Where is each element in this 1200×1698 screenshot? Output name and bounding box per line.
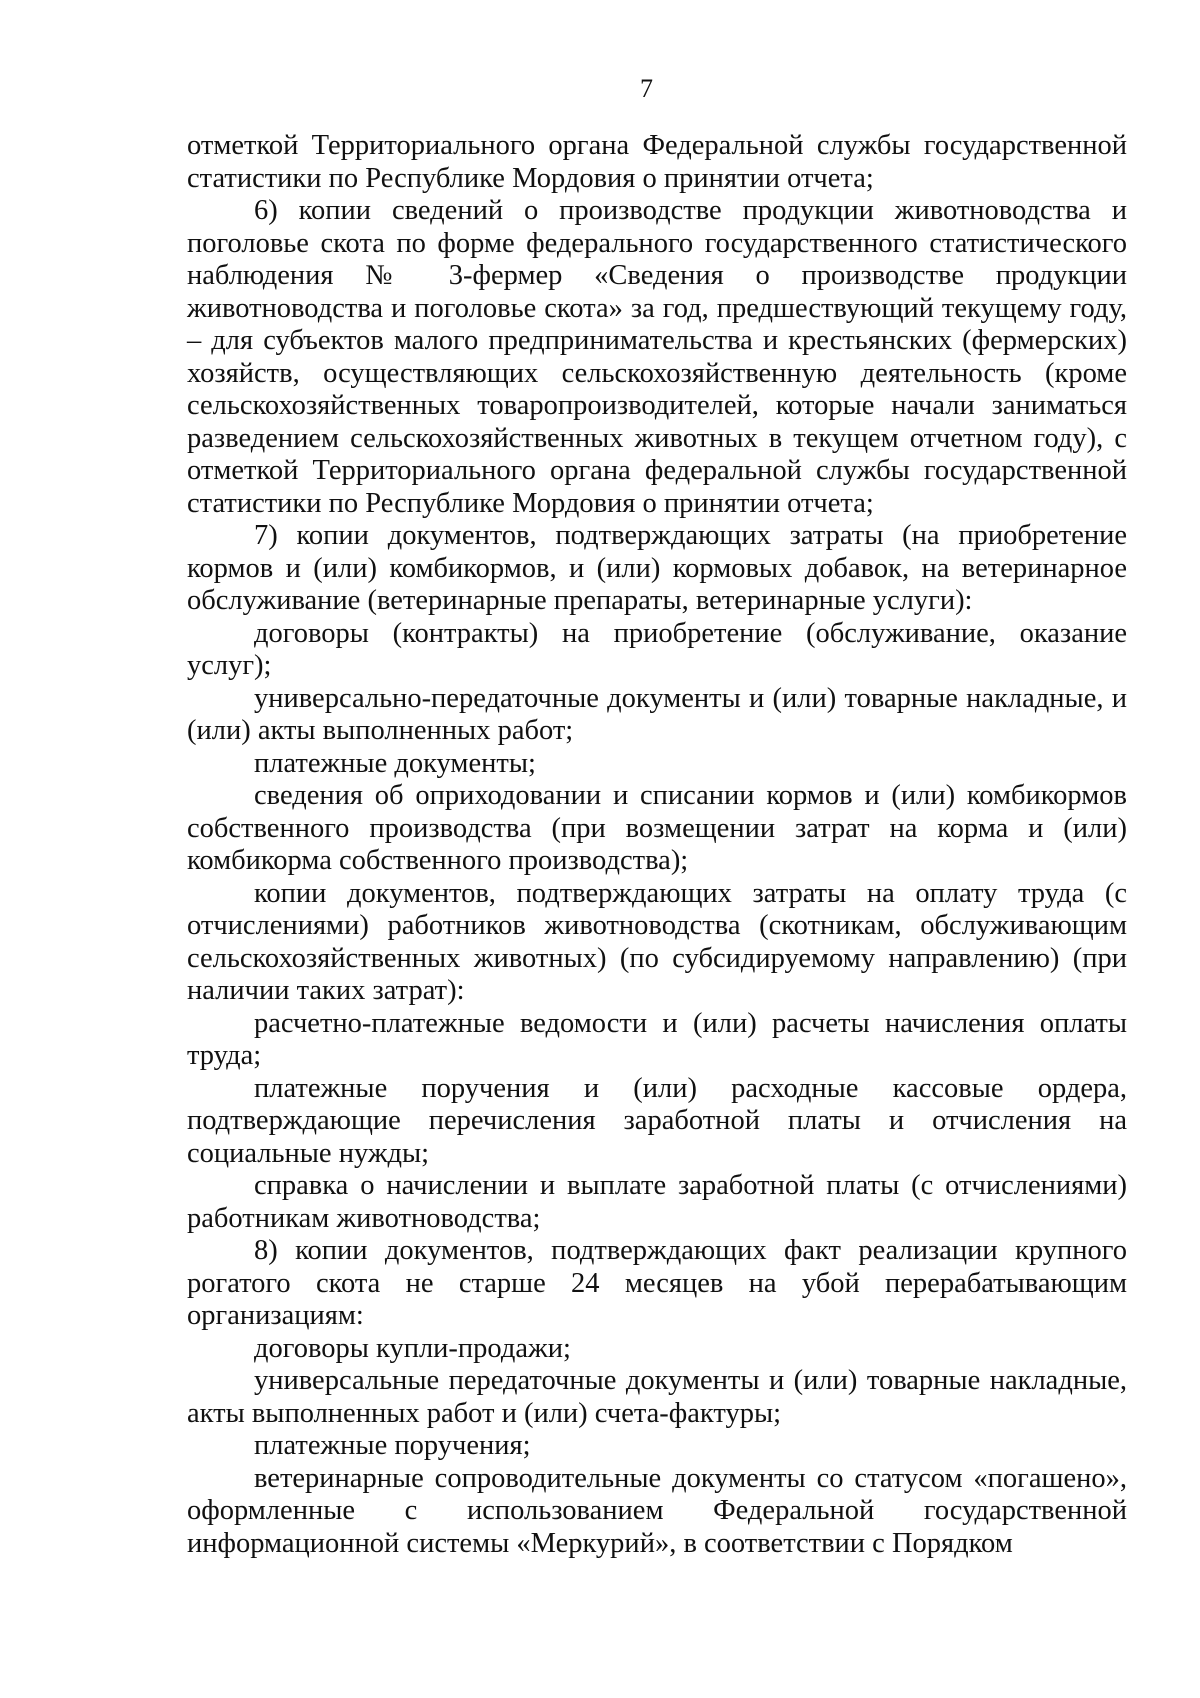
document-body [187,130,1127,1560]
paragraph-continuation: отметкой Территориального органа Федеральной службы государственной статистики по Республике Мордовия о принятии отчета; [187,130,1127,194]
paragraph-labor-costs: копии документов, подтверждающих затраты на оплату труда (с отчислениями) работников животноводства (скотникам, обслуживающим сельскохозяйственных животных) (по субсидируемому направлению) (при наличии таких затрат): [187,877,1127,1006]
paragraph-payment-orders-2: платежные поручения; [254,1430,531,1461]
paragraph-sale-contracts: договоры купли-продажи; [254,1332,571,1364]
paragraph-transfer-documents: универсально-передаточные документы и (или) товарные накладные, и (или) акты выполненных работ; [187,682,1127,746]
paragraph-veterinary-documents: ветеринарные сопроводительные документы со статусом «погашено», оформленные с использованием Федеральной государственной информационной системы «Меркурий», в соответствии с Порядком [187,1462,1127,1559]
paragraph-payroll-statements: расчетно-платежные ведомости и (или) расчеты начисления оплаты труда; [187,1007,1127,1071]
paragraph-universal-documents: универсальные передаточные документы и (или) товарные накладные, акты выполненных работ и (или) счета-фактуры; [187,1365,1127,1429]
paragraph-contracts: договоры (контракты) на приобретение (обслуживание, оказание услуг); [187,617,1127,681]
paragraph-payment-documents: платежные документы; [254,747,536,779]
page-number: 7 [640,74,653,103]
paragraph-item-7: 7) копии документов, подтверждающих затраты (на приобретение кормов и (или) комбикормов, и (или) кормовых добавок, на ветеринарное обслуживание (ветеринарные препараты, ветеринарные услуги): [187,520,1127,616]
paragraph-payment-orders: платежные поручения и (или) расходные кассовые ордера, подтверждающие перечисления заработной платы и отчисления на социальные нужды; [187,1072,1127,1169]
paragraph-item-8: 8) копии документов, подтверждающих факт реализации крупного рогатого скота не старше 24 месяцев на убой перерабатывающим организациям: [187,1235,1127,1331]
paragraph-salary-certificate: справка о начислении и выплате заработной платы (с отчислениями) работникам животноводства; [187,1170,1127,1234]
paragraph-feed-records: сведения об оприходовании и списании кормов и (или) комбикормов собственного производства (при возмещении затрат на корма и (или) комбикорма собственного производства); [187,780,1127,876]
paragraph-item-6: 6) копии сведений о производстве продукции животноводства и поголовье скота по форме федерального государственного статистического наблюдения № 3-фермер «Сведения о производстве продукции животноводства и поголовье скота» за год, предшествующий текущему году, – для субъектов малого предпринимательства и крестьянских (фермерских) хозяйств, осуществляющих сельскохозяйственную деятельность (кроме сельскохозяйственных товаропроизводителей, которые начали заниматься разведением сельскохозяйственных животных в текущем отчетном году), с отметкой Территориального органа федеральной службы государственной статистики по Республике Мордовия о принятии отчета; [187,195,1127,519]
